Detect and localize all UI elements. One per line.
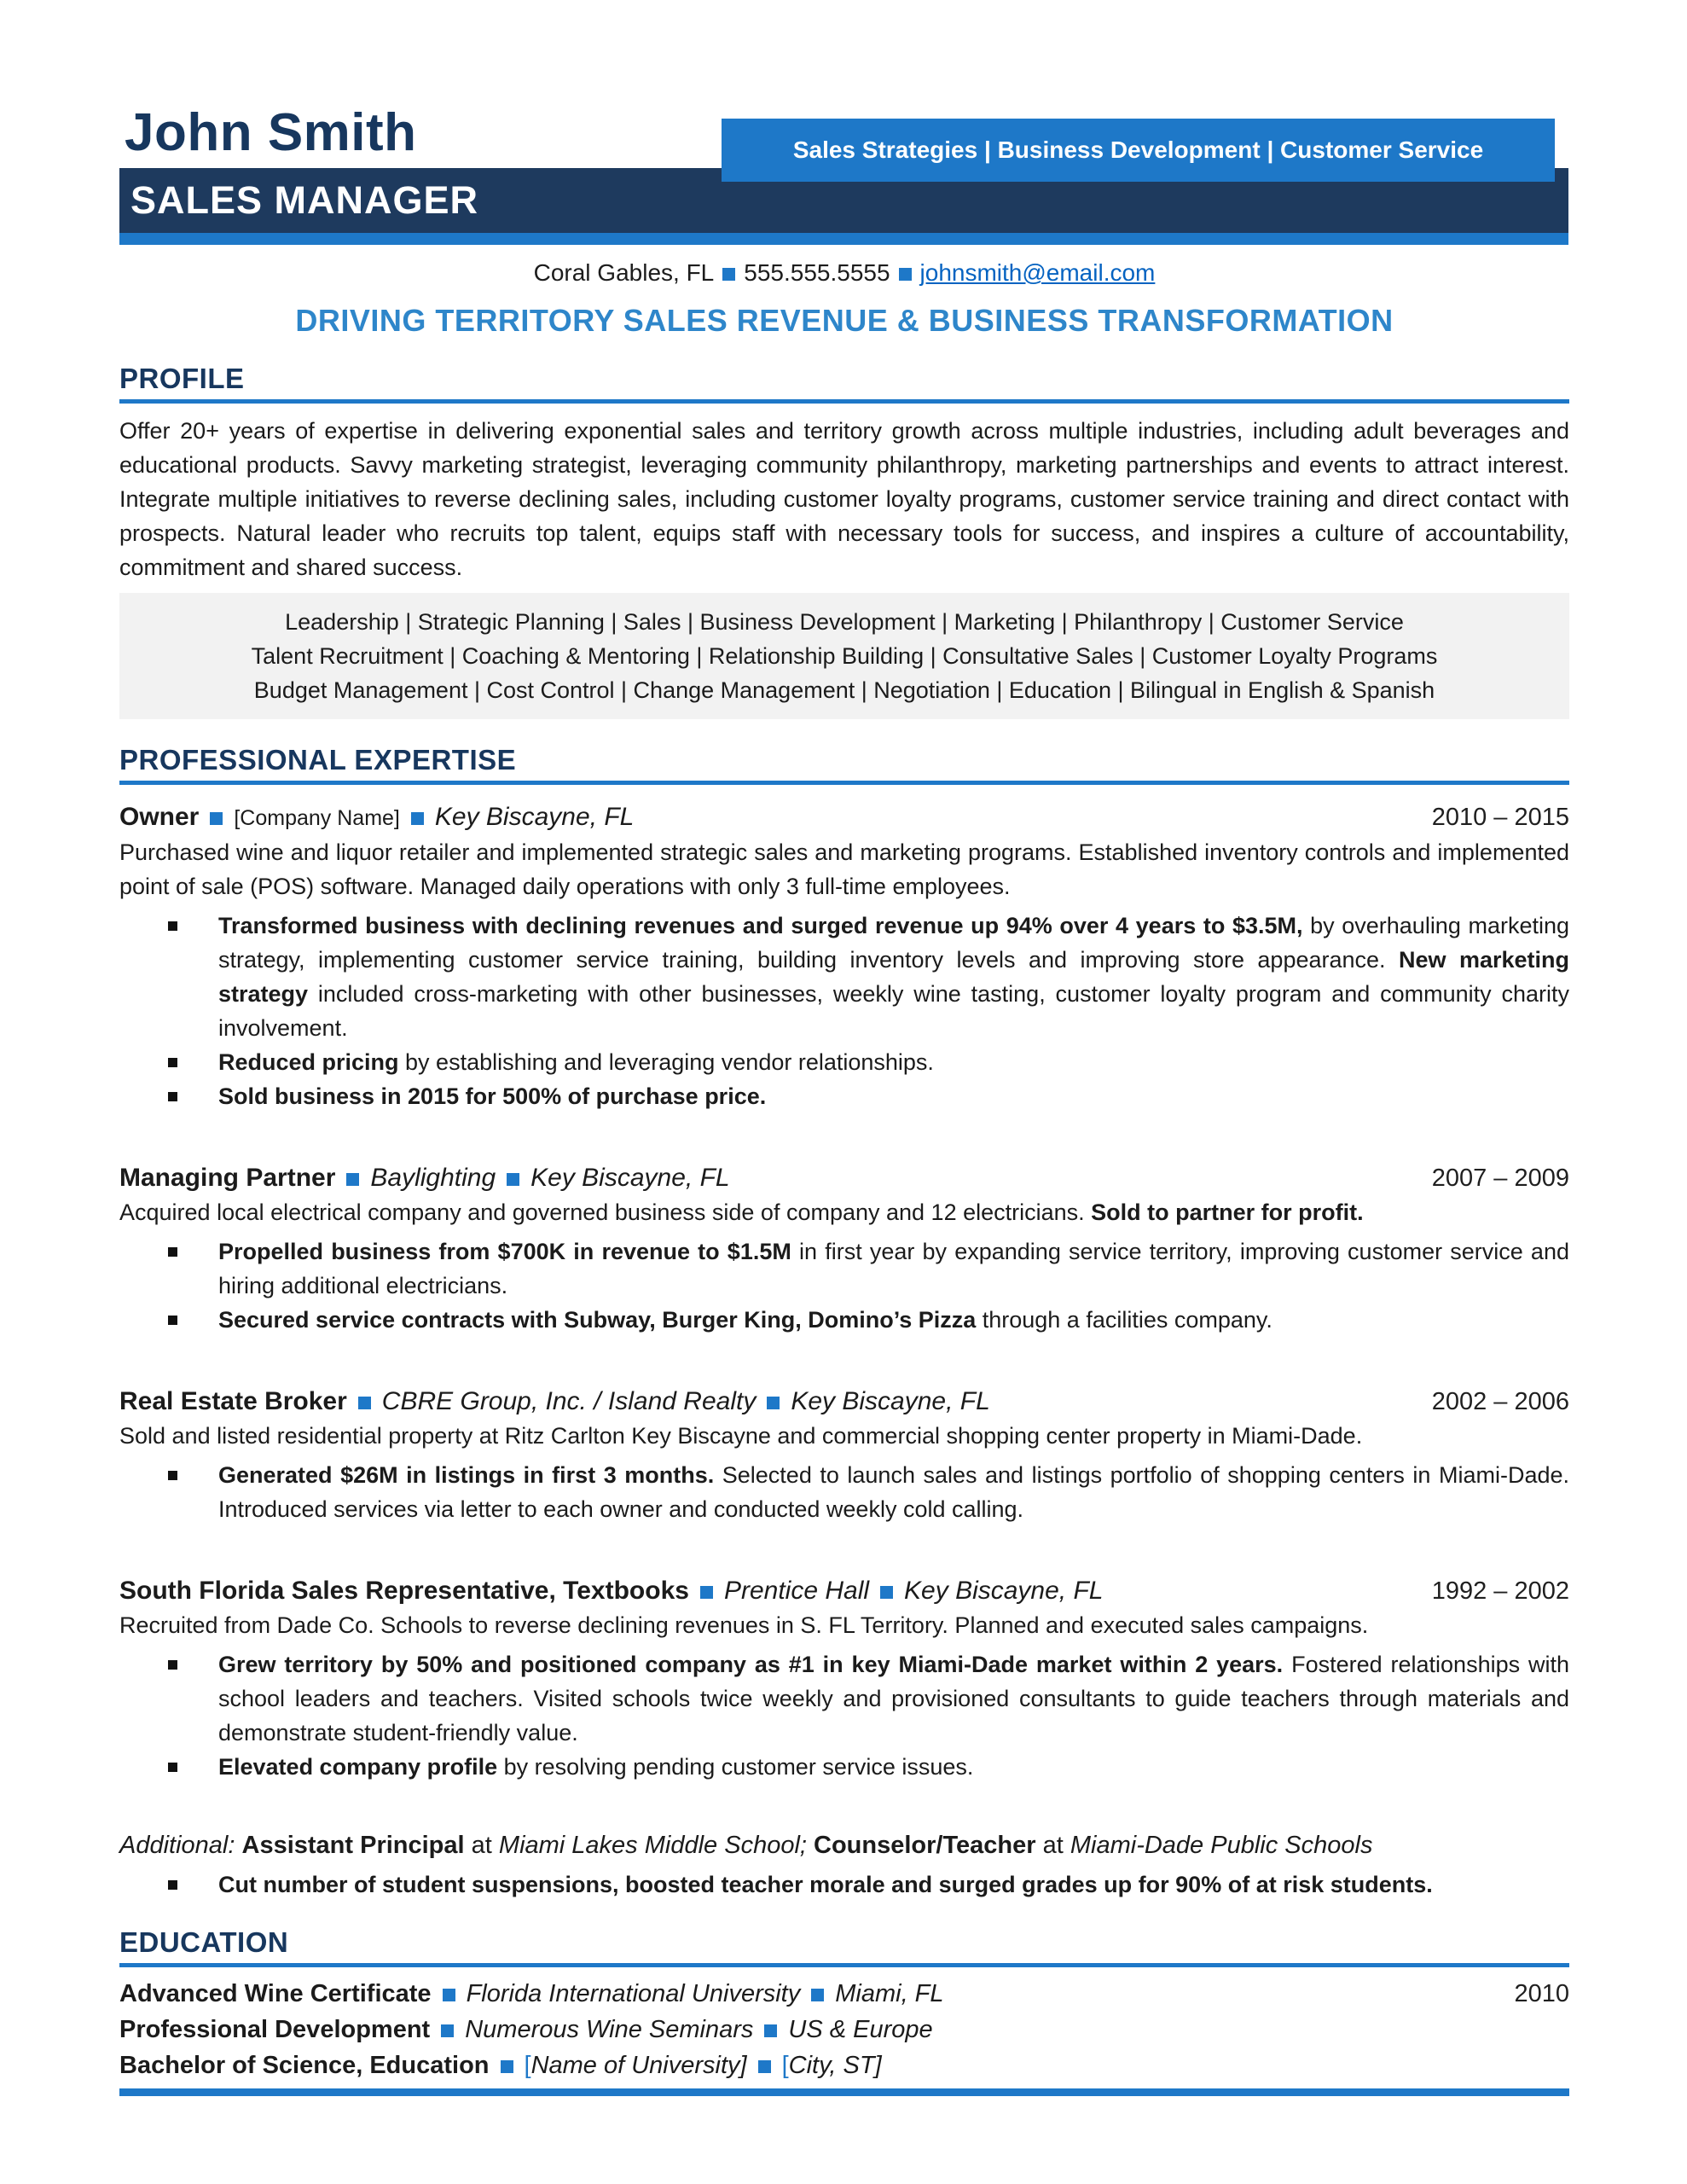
job-company: [Company Name] bbox=[234, 806, 400, 830]
job-bullets bbox=[119, 1234, 1569, 1337]
text-run: [ bbox=[524, 2052, 531, 2079]
skills-line: Budget Management | Cost Control | Change Management | Negotiation | Education | Bilingual in English & Spanish bbox=[253, 677, 1435, 703]
separator-square-icon bbox=[346, 1173, 359, 1186]
job-title: South Florida Sales Representative, Textbooks bbox=[119, 1577, 689, 1605]
education-entry bbox=[119, 2048, 1569, 2083]
job-summary bbox=[119, 1195, 1569, 1229]
skills-line: Talent Recruitment | Coaching & Mentoring | Relationship Building | Consultative Sales | Customer Loyalty Programs bbox=[251, 643, 1438, 669]
education-entry bbox=[119, 1976, 1569, 2012]
bullet-item bbox=[119, 1458, 1569, 1526]
job-location: Key Biscayne, FL bbox=[434, 803, 635, 831]
text-run: Transformed business with declining revenues and surged revenue up 94% over 4 years to $3.5M, bbox=[218, 913, 1303, 938]
text-run: Selected to launch sales and listings portfolio of shopping centers in Miami-Dade. Introduced services via letter to each owner and conducted weekly cold calling. bbox=[218, 1462, 1569, 1522]
job-entry bbox=[119, 800, 1569, 1113]
text-run: Additional: bbox=[119, 1832, 242, 1859]
text-run: Miami Lakes Middle School; bbox=[498, 1832, 807, 1859]
job-dates: 2007 – 2009 bbox=[1431, 1165, 1569, 1192]
additional-roles-line bbox=[119, 1828, 1569, 1862]
job-dates: 2002 – 2006 bbox=[1431, 1388, 1569, 1415]
separator-square-icon bbox=[443, 1989, 455, 2001]
text-run: Assistant Principal bbox=[241, 1832, 465, 1859]
text-run: in first year by expanding service territory, improving customer service and hiring additional electricians. bbox=[218, 1239, 1569, 1298]
separator-square-icon bbox=[441, 2024, 454, 2037]
separator-square-icon bbox=[764, 2024, 777, 2037]
job-entry bbox=[119, 1385, 1569, 1526]
separator-square-icon bbox=[507, 1173, 519, 1186]
separator-square-icon bbox=[880, 1586, 893, 1599]
education-detail bbox=[525, 2052, 747, 2079]
text-run: Counselor/Teacher bbox=[814, 1832, 1036, 1859]
separator-square-icon bbox=[501, 2060, 513, 2073]
education-detail bbox=[788, 2016, 932, 2043]
job-title-heading: SALES MANAGER bbox=[130, 178, 479, 222]
education-dates: 2010 bbox=[1514, 1980, 1569, 2007]
section-heading-profile: PROFILE bbox=[119, 363, 245, 394]
text-run: Miami-Dade Public Schools bbox=[1070, 1832, 1373, 1859]
job-dates: 1992 – 2002 bbox=[1431, 1577, 1569, 1605]
bullet-item bbox=[119, 1647, 1569, 1750]
text-run: [ bbox=[781, 2052, 789, 2079]
text-run: City, ST] bbox=[788, 2052, 882, 2079]
bullet-text bbox=[218, 1049, 934, 1075]
bullet-item bbox=[119, 1867, 1569, 1902]
job-header bbox=[119, 1574, 1569, 1608]
education-detail bbox=[465, 2016, 753, 2043]
contact-line bbox=[119, 256, 1569, 290]
education-detail bbox=[835, 1980, 943, 2007]
text-run: Cut number of student suspensions, boosted teacher morale and surged grades up for 90% of at risk students. bbox=[218, 1872, 1433, 1897]
job-header bbox=[119, 1161, 1569, 1195]
bullet-item bbox=[119, 909, 1569, 1045]
text-run: Numerous Wine Seminars bbox=[465, 2016, 754, 2043]
accent-strip bbox=[119, 233, 1568, 245]
text-run: Sold business in 2015 for 500% of purchase price. bbox=[218, 1083, 767, 1109]
job-bullets bbox=[119, 1647, 1569, 1784]
separator-square-icon bbox=[758, 2060, 771, 2073]
bullet-item bbox=[119, 1234, 1569, 1303]
separator-square-icon bbox=[811, 1989, 824, 2001]
text-run: through a facilities company. bbox=[976, 1307, 1272, 1333]
education-list bbox=[119, 1976, 1569, 2083]
bullet-item bbox=[119, 1750, 1569, 1784]
separator-square-icon bbox=[358, 1397, 371, 1409]
education-title: Advanced Wine Certificate bbox=[119, 1980, 432, 2007]
text-run: Miami, FL bbox=[835, 1980, 944, 2007]
section-rule bbox=[119, 399, 1569, 404]
job-title: Real Estate Broker bbox=[119, 1387, 347, 1415]
education-detail bbox=[467, 1980, 801, 2007]
text-run: Recruited from Dade Co. Schools to reverse declining revenues in S. FL Territory. Planned and executed sales campaigns. bbox=[119, 1612, 1369, 1638]
person-name: John Smith bbox=[125, 103, 417, 162]
job-company: Prentice Hall bbox=[723, 1577, 870, 1605]
job-location: Key Biscayne, FL bbox=[530, 1164, 730, 1192]
job-summary bbox=[119, 1608, 1569, 1642]
text-run bbox=[807, 1832, 814, 1859]
education-detail bbox=[782, 2052, 882, 2079]
job-location: Key Biscayne, FL bbox=[791, 1387, 990, 1415]
separator-square-icon bbox=[210, 812, 223, 825]
text-run: Reduced pricing bbox=[218, 1049, 399, 1075]
text-run: Purchased wine and liquor retailer and implemented strategic sales and marketing programs. Established inventory controls and implemented point of sale (POS) software. Managed daily operations with only 3 full-time employees. bbox=[119, 839, 1569, 899]
specialties-badge: Sales Strategies | Business Development | Customer Service bbox=[722, 119, 1555, 182]
job-summary bbox=[119, 835, 1569, 903]
job-company: Baylighting bbox=[370, 1164, 496, 1192]
bullet-square-icon bbox=[168, 1763, 177, 1772]
text-run: Sold and listed residential property at Ritz Carlton Key Biscayne and commercial shopping center property in Miami-Dade. bbox=[119, 1423, 1363, 1449]
text-run: Fostered relationships with school leaders and teachers. Visited schools twice weekly and provisioned consultants to guide teachers through materials and demonstrate student-friendly value. bbox=[218, 1652, 1569, 1745]
separator-square-icon bbox=[722, 268, 735, 281]
education-title: Bachelor of Science, Education bbox=[119, 2052, 490, 2079]
bullet-square-icon bbox=[168, 1660, 177, 1670]
bullet-text bbox=[218, 1307, 1272, 1333]
text-run: Acquired local electrical company and governed business side of company and 12 electricians. bbox=[119, 1199, 1092, 1225]
text-run: at bbox=[464, 1832, 499, 1859]
section-rule bbox=[119, 781, 1569, 785]
bullet-square-icon bbox=[168, 1058, 177, 1067]
bullet-text bbox=[218, 1239, 1569, 1298]
job-title: Owner bbox=[119, 803, 200, 831]
skills-box bbox=[119, 593, 1569, 719]
text-run: by overhauling marketing strategy, implementing customer service training, building inventory levels and improving store appearance. bbox=[218, 913, 1570, 973]
separator-square-icon bbox=[411, 812, 424, 825]
text-run: Florida International University bbox=[466, 1980, 801, 2007]
job-summary bbox=[119, 1419, 1569, 1453]
text-run: by resolving pending customer service issues. bbox=[497, 1754, 974, 1780]
bullet-square-icon bbox=[168, 1316, 177, 1325]
bullet-square-icon bbox=[168, 1471, 177, 1480]
bullet-text bbox=[218, 1754, 973, 1780]
text-run: Grew territory by 50% and positioned company as #1 in key Miami-Dade market within 2 years. bbox=[218, 1652, 1284, 1677]
contact-phone: 555.555.5555 bbox=[744, 259, 890, 286]
bullet-square-icon bbox=[168, 1880, 177, 1890]
bullet-item bbox=[119, 1045, 1569, 1079]
job-header bbox=[119, 1385, 1569, 1419]
headline-tagline: DRIVING TERRITORY SALES REVENUE & BUSINESS TRANSFORMATION bbox=[295, 303, 1394, 338]
bullet-text bbox=[218, 1462, 1569, 1522]
text-run: Secured service contracts with Subway, Burger King, Domino’s Pizza bbox=[218, 1307, 977, 1333]
text-run: New marketing strategy bbox=[218, 947, 1569, 1007]
separator-square-icon bbox=[899, 268, 912, 281]
job-entry bbox=[119, 1574, 1569, 1784]
jobs-list bbox=[119, 800, 1569, 1784]
text-run: included cross-marketing with other businesses, weekly wine tasting, customer loyalty program and community charity involvement. bbox=[218, 981, 1569, 1041]
skills-line: Leadership | Strategic Planning | Sales | Business Development | Marketing | Philanthropy | Customer Service bbox=[285, 609, 1404, 635]
bullet-text bbox=[218, 1083, 766, 1109]
text-run: by establishing and leveraging vendor relationships. bbox=[398, 1049, 934, 1075]
separator-square-icon bbox=[767, 1397, 780, 1409]
job-company: CBRE Group, Inc. / Island Realty bbox=[381, 1387, 757, 1415]
job-title: Managing Partner bbox=[119, 1164, 336, 1192]
email-link[interactable]: johnsmith@email.com bbox=[919, 259, 1156, 286]
bottom-accent-bar bbox=[119, 2088, 1569, 2096]
job-bullets bbox=[119, 909, 1569, 1113]
bullet-square-icon bbox=[168, 1247, 177, 1257]
bullet-square-icon bbox=[168, 921, 177, 931]
text-run: Generated $26M in listings in first 3 months. bbox=[218, 1462, 715, 1488]
text-run: Propelled business from $700K in revenue to $1.5M bbox=[218, 1239, 791, 1264]
text-run: US & Europe bbox=[788, 2016, 933, 2043]
section-heading-expertise: PROFESSIONAL EXPERTISE bbox=[119, 744, 517, 775]
job-header bbox=[119, 800, 1569, 835]
separator-square-icon bbox=[700, 1586, 713, 1599]
education-title: Professional Development bbox=[119, 2016, 431, 2043]
additional-bullets bbox=[119, 1867, 1569, 1902]
bullet-square-icon bbox=[168, 1092, 177, 1101]
job-bullets bbox=[119, 1458, 1569, 1526]
job-location: Key Biscayne, FL bbox=[904, 1577, 1104, 1605]
education-entry bbox=[119, 2012, 1569, 2048]
bullet-text bbox=[218, 1872, 1433, 1897]
text-run: at bbox=[1035, 1832, 1070, 1859]
section-rule bbox=[119, 1963, 1569, 1967]
profile-paragraph: Offer 20+ years of expertise in delivering exponential sales and territory growth across multiple industries, including adult beverages and educational products. Savvy marketing strategist, leveraging community philanthropy, marketing partnerships and events to attract interest. Integrate multiple initiatives to reverse declining sales, including customer loyalty programs, customer service training and direct contact with prospects. Natural leader who recruits top talent, equips staff with necessary tools for success, and inspires a culture of accountability, commitment and shared success. bbox=[119, 418, 1569, 580]
section-heading-education: EDUCATION bbox=[119, 1926, 289, 1958]
bullet-item bbox=[119, 1079, 1569, 1113]
bullet-item bbox=[119, 1303, 1569, 1337]
job-dates: 2010 – 2015 bbox=[1431, 804, 1569, 831]
bullet-text bbox=[218, 1652, 1569, 1745]
bullet-text bbox=[218, 913, 1569, 1041]
job-entry bbox=[119, 1161, 1569, 1337]
text-run: Sold to partner for profit. bbox=[1091, 1199, 1364, 1225]
text-run: Elevated company profile bbox=[218, 1754, 498, 1780]
contact-location: Coral Gables, FL bbox=[533, 259, 715, 286]
text-run: Name of University] bbox=[530, 2052, 747, 2079]
